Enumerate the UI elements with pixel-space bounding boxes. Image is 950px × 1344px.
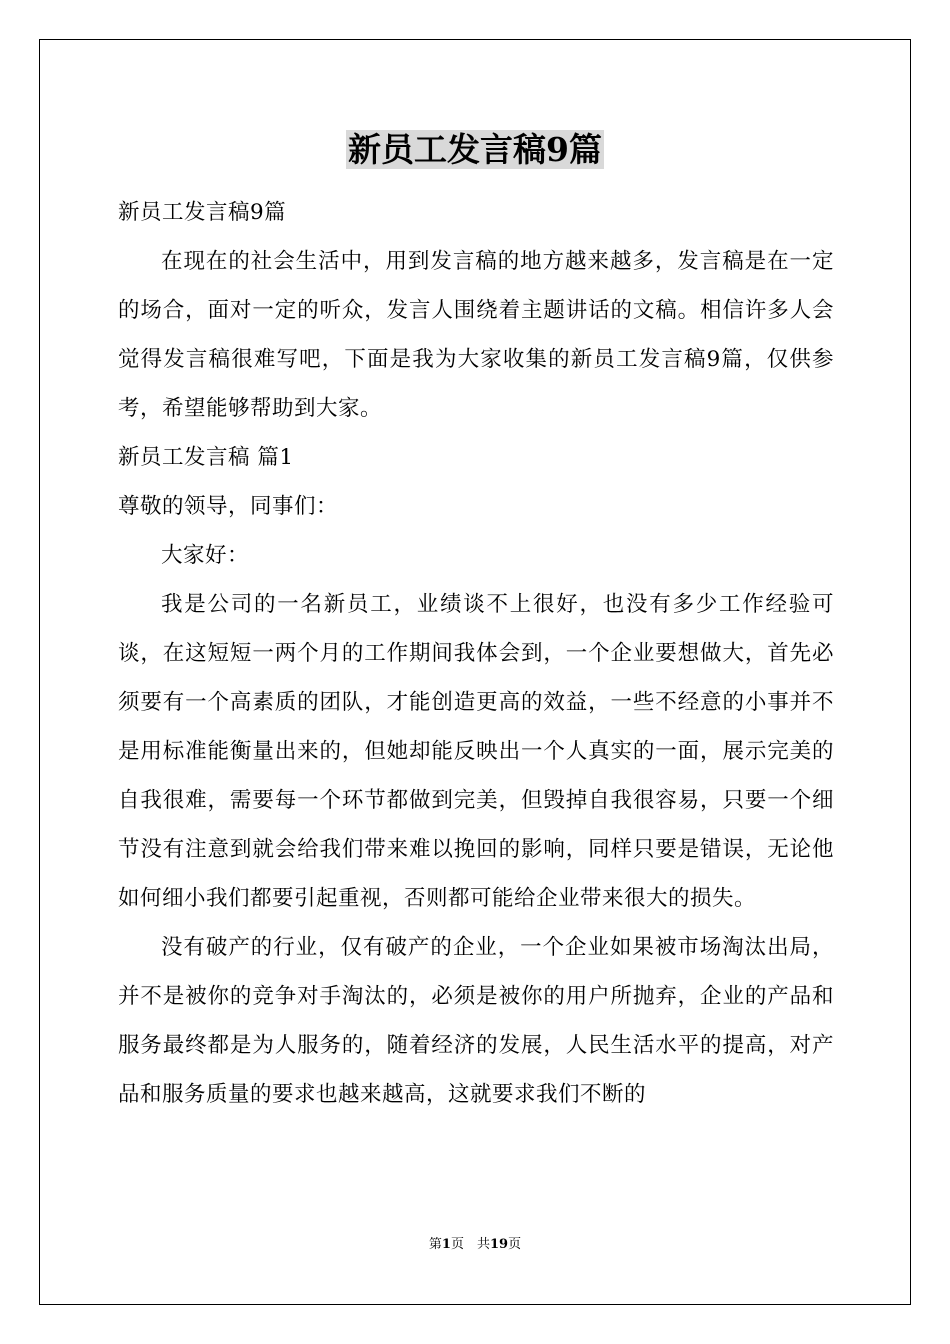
body-paragraph: 尊敬的领导，同事们： <box>118 494 339 519</box>
body-paragraph: 没有破产的行业，仅有破产的企业，一个企业如果被市场淘汰出局，并不是被你的竞争对手淘汰的，必须是被你的用户所抛弃，企业的产品和服务最终都是为人服务的，随着经济的发展，人民生活水平的提高，对产品和服务质量的要求也越来越高，这就要求我们不断的 <box>118 935 834 1107</box>
document-title <box>40 128 910 172</box>
page-footer <box>40 1235 910 1255</box>
page-number-suffix: 页 <box>508 1237 522 1252</box>
page-number-total: 19 <box>489 1237 509 1252</box>
body-paragraph: 我是公司的一名新员工，业绩谈不上很好，也没有多少工作经验可谈，在这短短一两个月的工作期间我体会到，一个企业要想做大，首先必须要有一个高素质的团队，才能创造更高的效益，一些不经意的小事并不是用标准能衡量出来的，但她却能反映出一个人真实的一面，展示完美的自我很难，需要每一个环节都做到完美，但毁掉自我很容易，只要一个细节没有注意到就会给我们带来难以挽回的影响，同样只要是错误，无论他如何细小我们都要引起重视，否则都可能给企业带来很大的损失。 <box>118 592 834 911</box>
document-title-text: 新员工发言稿9篇 <box>348 130 602 169</box>
page-number-prefix: 第 <box>428 1237 442 1252</box>
page-number-mid: 页 共 <box>450 1237 490 1252</box>
document-body <box>118 188 834 1119</box>
body-paragraph: 大家好： <box>161 543 250 568</box>
page-number-current: 1 <box>441 1237 451 1252</box>
body-paragraph: 在现在的社会生活中，用到发言稿的地方越来越多，发言稿是在一定的场合，面对一定的听众，发言人围绕着主题讲话的文稿。相信许多人会觉得发言稿很难写吧，下面是我为大家收集的新员工发言稿9篇，仅供参考，希望能够帮助到大家。 <box>118 249 834 421</box>
body-paragraph: 新员工发言稿 篇1 <box>118 445 294 470</box>
body-paragraph: 新员工发言稿9篇 <box>118 200 287 225</box>
document-page <box>39 39 911 1305</box>
